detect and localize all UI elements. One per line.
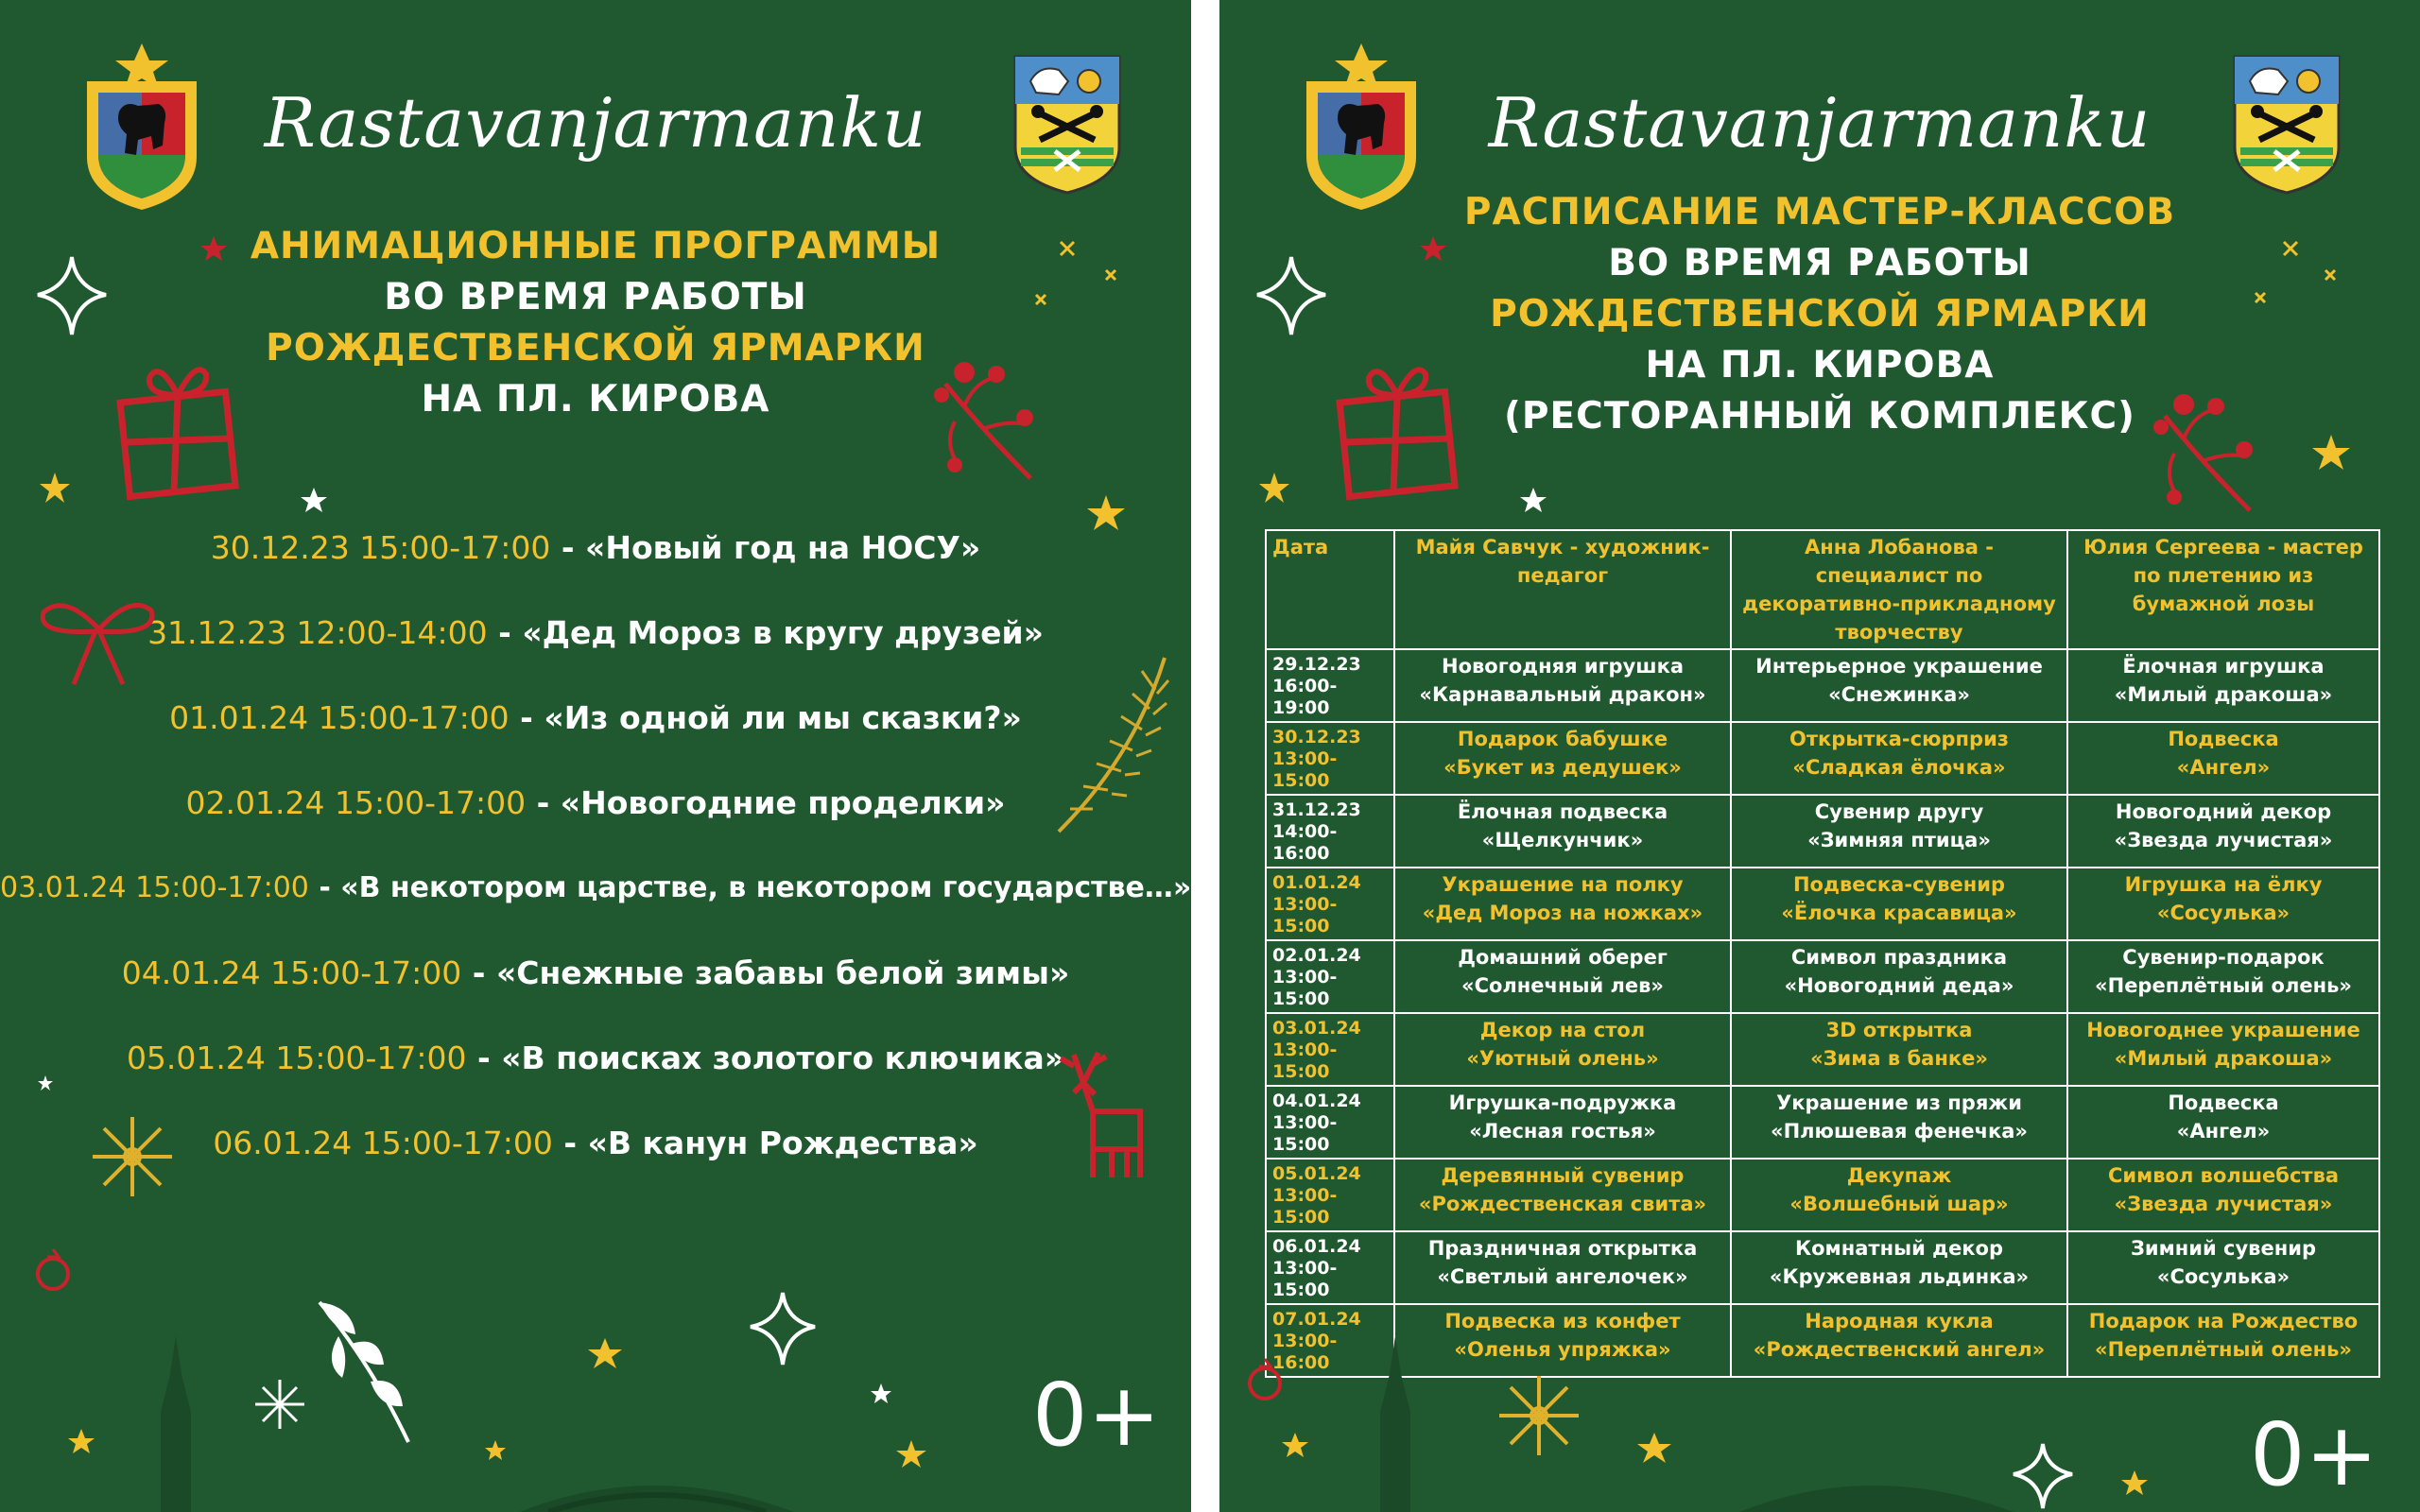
schedule-separator: - [550, 529, 586, 566]
class-type: Подарок бабушке [1457, 728, 1668, 750]
class-title: «Плюшевая фенечка» [1771, 1120, 2028, 1143]
class-type: Деревянный сувенир [1441, 1164, 1685, 1187]
schedule-title: «Новый год на НОСУ» [585, 529, 981, 566]
class-type: Подарок на Рождество [2088, 1310, 2359, 1332]
schedule-title: «Дед Мороз в кругу друзей» [522, 614, 1044, 651]
class-title: «Волшебный шар» [1789, 1193, 2009, 1215]
date-line: 14:00- [1272, 821, 1338, 842]
schedule-time: 04.01.24 15:00-17:00 [121, 954, 462, 991]
class-type: Украшение из пряжи [1776, 1091, 2022, 1114]
class-title: «Звезда лучистая» [2114, 1193, 2333, 1215]
schedule-separator: - [509, 699, 544, 736]
date-line: 13:00- [1272, 894, 1338, 915]
date-line: 15:00 [1272, 770, 1330, 791]
header-instructor-1: Майя Савчук - художник-педагог [1394, 530, 1731, 649]
class-type: Игрушка на ёлку [2124, 873, 2323, 896]
class-type: Комнатный декор [1794, 1237, 2004, 1260]
heading-line-5: (РЕСТОРАННЫЙ КОМПЛЕКС) [1504, 395, 2135, 438]
date-line: 15:00 [1272, 1207, 1330, 1228]
class-type: Символ праздника [1790, 946, 2008, 969]
date-line: 15:00 [1272, 1061, 1330, 1082]
schedule-separator: - [487, 614, 523, 651]
heading-line-2: ВО ВРЕМЯ РАБОТЫ [1608, 242, 2031, 284]
heading-line-3: РОЖДЕСТВЕНСКОЙ ЯРМАРКИ [266, 327, 925, 369]
class-title: «Зима в банке» [1810, 1047, 1988, 1070]
schedule-separator: - [308, 871, 341, 904]
class-type: Зимний сувенир [2131, 1237, 2316, 1260]
class-title: «Милый дракоша» [2114, 1047, 2333, 1070]
class-type: Открытка-сюрприз [1789, 728, 2009, 750]
class-title: «Уютный олень» [1466, 1047, 1659, 1070]
class-title: «Щелкунчик» [1481, 829, 1644, 851]
class-title: «Светлый ангелочек» [1437, 1265, 1688, 1288]
date-line: 13:00- [1272, 967, 1338, 988]
header-date: Дата [1266, 530, 1394, 649]
date-line: 31.12.23 [1272, 799, 1361, 820]
class-title: «Переплётный олень» [2095, 974, 2352, 997]
town-silhouette-icon [142, 1336, 993, 1512]
schedule-title: «В канун Рождества» [587, 1125, 978, 1161]
class-type: Новогодняя игрушка [1442, 655, 1684, 678]
date-line: 06.01.24 [1272, 1236, 1361, 1257]
class-title: «Милый дракоша» [2114, 683, 2333, 706]
brand-title: Rastavanjarmanku [1488, 83, 2152, 163]
date-line: 15:00 [1272, 1280, 1330, 1300]
class-type: Подвеска [2168, 1091, 2279, 1114]
class-type: Игрушка-подружка [1448, 1091, 1677, 1114]
poster-master-classes [1219, 0, 2420, 1512]
date-line: 13:00- [1272, 1112, 1338, 1133]
date-line: 13:00- [1272, 1258, 1338, 1279]
brand-title: Rastavanjarmanku [264, 83, 927, 163]
class-title: «Кружевная льдинка» [1769, 1265, 2030, 1288]
date-line: 30.12.23 [1272, 727, 1361, 747]
date-line: 16:00 [1272, 843, 1330, 864]
class-title: «Переплётный олень» [2095, 1338, 2352, 1361]
schedule-time: 03.01.24 15:00-17:00 [0, 871, 309, 904]
date-line: 15:00 [1272, 988, 1330, 1009]
class-type: Народная кукла [1805, 1310, 1994, 1332]
class-title: «Солнечный лев» [1461, 974, 1664, 997]
schedule-time: 05.01.24 15:00-17:00 [126, 1040, 467, 1076]
class-type: Украшение на полку [1442, 873, 1684, 896]
schedule-separator: - [526, 784, 561, 821]
schedule-time: 02.01.24 15:00-17:00 [185, 784, 527, 821]
class-type: Праздничная открытка [1427, 1237, 1698, 1260]
date-line: 05.01.24 [1272, 1163, 1361, 1184]
heading-line-3: РОЖДЕСТВЕНСКОЙ ЯРМАРКИ [1490, 293, 2150, 335]
class-title: «Новогодний деда» [1784, 974, 2014, 997]
date-line: 15:00 [1272, 916, 1330, 936]
heading-line-1: РАСПИСАНИЕ МАСТЕР-КЛАССОВ [1463, 191, 2176, 233]
class-type: Интерьерное украшение [1755, 655, 2043, 678]
class-type: 3D открытка [1825, 1019, 1973, 1041]
poster-animation-programs [0, 0, 1191, 1512]
heading-line-1: АНИМАЦИОННЫЕ ПРОГРАММЫ [250, 225, 942, 267]
schedule-title: «Из одной ли мы сказки?» [544, 699, 1022, 736]
age-rating: 0+ [2250, 1404, 2378, 1505]
date-line: 02.01.24 [1272, 945, 1361, 966]
schedule-title: «Новогодние проделки» [560, 784, 1006, 821]
class-title: «Лесная гостья» [1469, 1120, 1656, 1143]
class-title: «Оленья упряжка» [1454, 1338, 1671, 1361]
class-title: «Звезда лучистая» [2114, 829, 2333, 851]
class-title: «Рождественский ангел» [1753, 1338, 2046, 1361]
class-type: Сувенир-подарок [2122, 946, 2325, 969]
decorative-stars [1219, 0, 2420, 1512]
date-line: 19:00 [1272, 697, 1330, 718]
class-title: «Букет из дедушек» [1443, 756, 1682, 779]
class-type: Ёлочная игрушка [2122, 655, 2325, 678]
schedule-time: 31.12.23 12:00-14:00 [147, 614, 488, 651]
date-line: 13:00- [1272, 1040, 1338, 1060]
schedule-title: «В поисках золотого ключика» [501, 1040, 1065, 1076]
class-title: «Ангел» [2176, 756, 2271, 779]
class-title: «Ангел» [2176, 1120, 2271, 1143]
class-type: Подвеска [2168, 728, 2279, 750]
date-line: 13:00- [1272, 748, 1338, 769]
header-instructor-3: Юлия Сергеева - мастер по плетению из бумажной лозы [2067, 530, 2379, 649]
date-line: 16:00 [1272, 1352, 1330, 1373]
header-instructor-2: Анна Лобанова - специалист по декоративно-прикладному творчеству [1731, 530, 2067, 649]
class-title: «Рождественская свита» [1418, 1193, 1707, 1215]
class-title: «Зимняя птица» [1807, 829, 1991, 851]
town-silhouette-icon [1361, 1336, 2212, 1512]
class-type: Подвеска-сувенир [1792, 873, 2005, 896]
class-type: Подвеска из конфет [1444, 1310, 1681, 1332]
class-title: «Снежинка» [1828, 683, 1970, 706]
class-type: Сувенир другу [1814, 800, 1984, 823]
heading-line-2: ВО ВРЕМЯ РАБОТЫ [384, 276, 807, 318]
class-title: «Дед Мороз на ножках» [1422, 902, 1703, 924]
date-line: 04.01.24 [1272, 1091, 1361, 1111]
age-rating: 0+ [1032, 1365, 1161, 1466]
date-line: 13:00- [1272, 1185, 1338, 1206]
schedule-separator: - [461, 954, 496, 991]
class-title: «Сосулька» [2156, 902, 2290, 924]
date-line: 07.01.24 [1272, 1309, 1361, 1330]
date-line: 13:00- [1272, 1331, 1338, 1351]
date-line: 29.12.23 [1272, 654, 1361, 675]
class-title: «Сосулька» [2156, 1265, 2290, 1288]
schedule-title: «Снежные забавы белой зимы» [495, 954, 1070, 991]
schedule-separator: - [466, 1040, 502, 1076]
class-title: «Сладкая ёлочка» [1792, 756, 2006, 779]
class-title: «Ёлочка красавица» [1781, 902, 2017, 924]
class-type: Домашний оберег [1458, 946, 1668, 969]
decorative-stars [0, 0, 1191, 1512]
class-type: Новогодний декор [2115, 800, 2332, 823]
heading-line-4: НА ПЛ. КИРОВА [1645, 344, 1995, 387]
schedule-time: 01.01.24 15:00-17:00 [169, 699, 510, 736]
date-line: 15:00 [1272, 1134, 1330, 1155]
date-line: 01.01.24 [1272, 872, 1361, 893]
schedule-separator: - [552, 1125, 588, 1161]
date-line: 16:00- [1272, 676, 1338, 696]
class-type: Декор на стол [1479, 1019, 1646, 1041]
schedule-time: 06.01.24 15:00-17:00 [213, 1125, 553, 1161]
class-type: Новогоднее украшение [2086, 1019, 2360, 1041]
class-type: Ёлочная подвеска [1457, 800, 1668, 823]
heading-line-4: НА ПЛ. КИРОВА [421, 378, 770, 421]
schedule-time: 30.12.23 15:00-17:00 [210, 529, 551, 566]
class-type: Символ волшебства [2107, 1164, 2340, 1187]
class-title: «Карнавальный дракон» [1419, 683, 1706, 706]
date-line: 03.01.24 [1272, 1018, 1361, 1039]
schedule-title: «В некотором царстве, в некотором государстве…» [340, 871, 1191, 904]
class-type: Декупаж [1846, 1164, 1952, 1187]
